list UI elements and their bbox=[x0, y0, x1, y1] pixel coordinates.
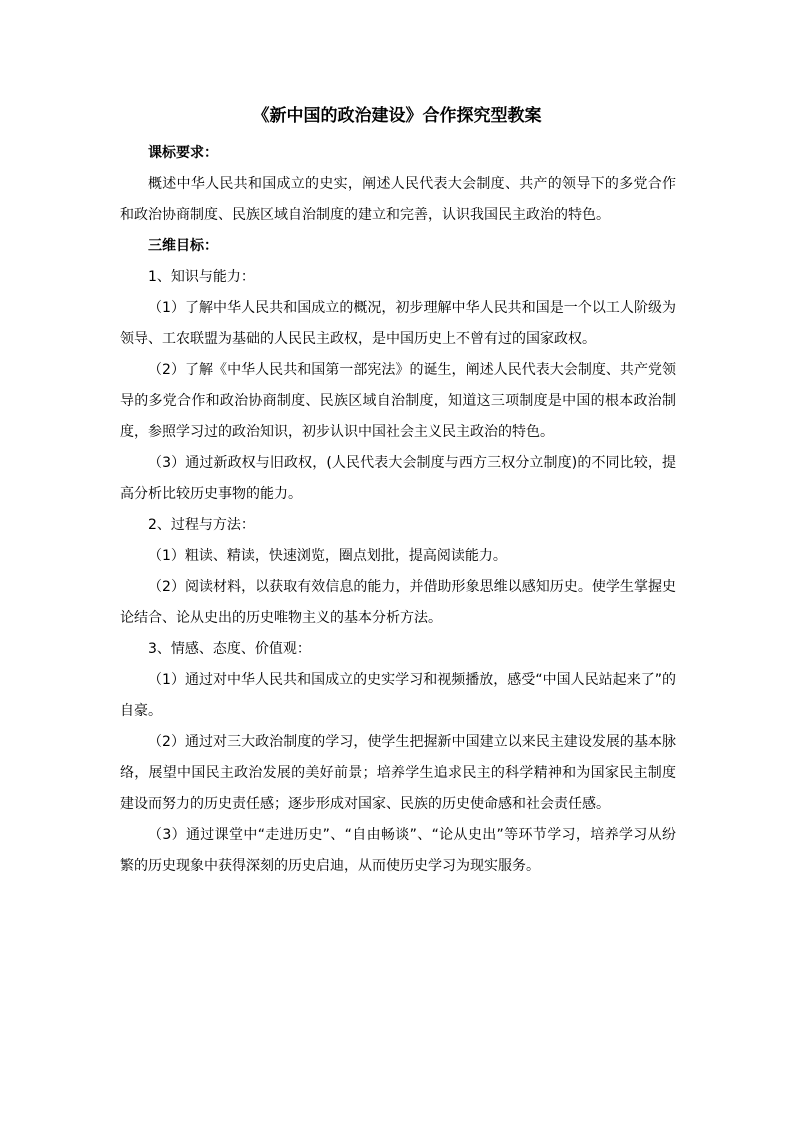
paragraph-process-1: （1）粗读、精读，快速浏览，圈点划批，提高阅读能力。 bbox=[148, 548, 507, 564]
paragraph-knowledge-3: （3）通过新政权与旧政权，(人民代表大会制度与西方三权分立制度)的不同比较，提高分析比较历史事物的能力。 bbox=[120, 455, 676, 502]
paragraph-knowledge-2: （2）了解《中华人民共和国第一部宪法》的诞生，阐述人民代表大会制度、共产党领导的多党合作和政治协商制度、民族区域自治制度，知道这三项制度是中国的根本政治制度，参照学习过的政治知识，初步认识中国社会主义民主政治的特色。 bbox=[120, 362, 676, 440]
subheading-process: 2、过程与方法： bbox=[148, 517, 255, 533]
document-title: 《新中国的政治建设》合作探究型教案 bbox=[252, 106, 542, 126]
paragraph-emotion-2: （2）通过对三大政治制度的学习，使学生把握新中国建立以来民主建设发展的基本脉络，展望中国民主政治发展的美好前景；培养学生追求民主的科学精神和为国家民主制度建设而努力的历史责任感；逐步形成对国家、民族的历史使命感和社会责任感。 bbox=[120, 734, 676, 812]
paragraph-curriculum: 概述中华人民共和国成立的史实，阐述人民代表大会制度、共产的领导下的多党合作和政治协商制度、民族区域自治制度的建立和完善，认识我国民主政治的特色。 bbox=[120, 176, 676, 223]
section-heading-objectives: 三维目标： bbox=[148, 238, 218, 254]
document-body bbox=[120, 138, 676, 882]
paragraph-emotion-3: （3）通过课堂中“走进历史”、“自由畅谈”、“论从史出”等环节学习，培养学习从纷繁的历史现象中获得深刻的历史启迪，从而使历史学习为现实服务。 bbox=[120, 827, 676, 874]
section-heading-curriculum: 课标要求： bbox=[148, 145, 218, 161]
subheading-emotion: 3、情感、态度、价值观： bbox=[148, 641, 311, 657]
paragraph-process-2: （2）阅读材料，以获取有效信息的能力，并借助形象思维以感知历史。使学生掌握史论结合、论从史出的历史唯物主义的基本分析方法。 bbox=[120, 579, 676, 626]
paragraph-knowledge-1: （1）了解中华人民共和国成立的概况，初步理解中华人民共和国是一个以工人阶级为领导、工农联盟为基础的人民民主政权，是中国历史上不曾有过的国家政权。 bbox=[120, 300, 676, 347]
subheading-knowledge: 1、知识与能力： bbox=[148, 269, 255, 285]
paragraph-emotion-1: （1）通过对中华人民共和国成立的史实学习和视频播放，感受“中国人民站起来了”的自豪。 bbox=[120, 672, 676, 719]
